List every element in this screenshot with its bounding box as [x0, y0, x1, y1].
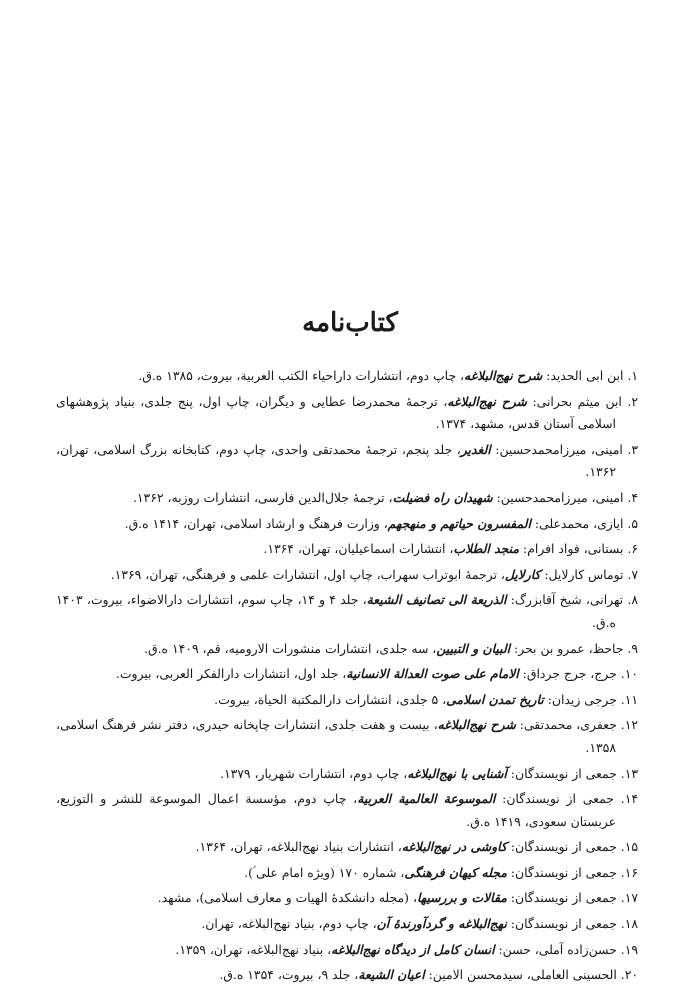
- entry-number: ۷.: [627, 566, 638, 582]
- entry-book-title: المفسرون حیاتهم و منهجهم: [387, 515, 531, 531]
- bibliography-entry: [56, 836, 638, 859]
- entry-book-title: کارلایل: [504, 566, 541, 582]
- entry-author: حسن‌زاده آملی، حسن:: [494, 941, 617, 957]
- entry-author: جمعی از نویسندگان:: [506, 916, 617, 932]
- entry-publication-details: ، وزارت فرهنگ و ارشاد اسلامی، تهران، ۱۴۱۴ ه.ق.: [124, 515, 388, 531]
- entry-publication-details: ، انتشارات بنیاد نهج‌البلاغه، تهران، ۱۳۶۴.: [195, 839, 402, 855]
- entry-book-title: مجله کیهان فرهنگی: [404, 864, 507, 880]
- bibliography-entry: [56, 365, 638, 388]
- entry-author: ابن میثم بحرانی:: [526, 393, 622, 409]
- bibliography-entry: [56, 538, 638, 561]
- entry-author: امینی، میرزامحمدحسین:: [492, 489, 624, 505]
- entry-number: ۲۰.: [620, 967, 638, 983]
- bibliography-entry: [56, 862, 638, 885]
- entry-author: جرجی زیدان:: [543, 691, 617, 707]
- entry-book-title: شرح نهج‌البلاغه: [437, 717, 516, 733]
- entry-number: ۱.: [627, 368, 638, 383]
- entry-number: ۱۰.: [620, 666, 638, 682]
- entry-publication-details: ، (مجله دانشکدهٔ الهیات و معارف اسلامی)، مشهد.: [157, 890, 417, 906]
- bibliography-entry: [56, 763, 638, 786]
- bibliography-entry: [56, 513, 638, 536]
- entry-book-title: شرح نهج‌البلاغه: [447, 393, 527, 409]
- entry-book-title: الامام علی صوت العدالة الانسانیة: [346, 666, 519, 682]
- entry-number: ۲.: [627, 393, 638, 409]
- bibliography-entry: [56, 638, 638, 661]
- entry-publication-details: ، جلد ۴ و ۱۴، چاپ سوم، انتشارات دارالاضواء، بیروت، ۱۴۰۳ ه.ق.: [56, 592, 616, 630]
- entry-book-title: تاریخ تمدن اسلامی: [446, 691, 544, 707]
- bibliography-entry: [56, 391, 638, 436]
- entry-book-title: نهج‌البلاغه و گردآورندهٔ آن: [376, 916, 507, 932]
- entry-author: جمعی از نویسندگان:: [506, 890, 617, 906]
- entry-book-title: الموسوعة العالمیة العربیة: [357, 791, 496, 807]
- entry-author: توماس کارلایل:: [540, 566, 624, 582]
- entry-number: ۳.: [627, 441, 638, 457]
- entry-author: تهرانی، شیخ آقابزرگ:: [506, 592, 624, 608]
- entry-publication-details: ، چاپ دوم، بنیاد نهج‌البلاغه، تهران.: [201, 916, 377, 932]
- entry-author: جمعی از نویسندگان:: [495, 791, 614, 807]
- entry-book-title: الذریعة الی تصانیف الشیعة: [366, 592, 507, 608]
- bibliography-entry: [56, 964, 638, 987]
- entry-book-title: البیان و التبیین: [436, 640, 511, 656]
- entry-number: ۱۴.: [620, 791, 638, 807]
- entry-publication-details: ، ترجمهٔ جلال‌الدین فارسی، انتشارات روزبه، ۱۳۶۲.: [132, 489, 393, 505]
- bibliography-entry: [56, 939, 638, 962]
- entry-publication-details: ، جلد پنجم، ترجمهٔ محمدتقی واحدی، چاپ دوم، کتابخانه بزرگ اسلامی، تهران، ۱۳۶۲.: [56, 441, 616, 480]
- entry-author: ابن ابی الحدید:: [542, 368, 624, 383]
- bibliography-entry: [56, 663, 638, 686]
- entry-publication-details: ، بنیاد نهج‌البلاغه، تهران، ۱۳۵۹.: [175, 941, 332, 957]
- bibliography-entry: [56, 439, 638, 484]
- bibliography-entry: [56, 887, 638, 910]
- entry-publication-details: ، چاپ دوم، مؤسسة اعمال الموسوعة للنشر و التوزیع، عربستان سعودی، ۱۴۱۹ ه.ق.: [56, 791, 616, 829]
- entry-book-title: انسان کامل از دیدگاه نهج‌البلاغه: [331, 941, 495, 957]
- entry-number: ۱۹.: [620, 941, 638, 957]
- entry-publication-details: ، جلد ۹، بیروت، ۱۳۵۴ ه.ق.: [219, 967, 359, 983]
- entry-author: جمعی از نویسندگان:: [506, 765, 617, 781]
- entry-book-title: منجد الطلاب: [453, 541, 520, 557]
- entry-book-title: آشنایی با نهج‌البلاغه: [407, 765, 507, 781]
- entry-number: ۱۲.: [620, 717, 638, 733]
- entry-author: ایازی، محمدعلی:: [530, 515, 624, 531]
- bibliography-entry: [56, 564, 638, 587]
- entry-publication-details: ، ترجمهٔ ابوتراب سهراب، چاپ اول، انتشارات علمی و فرهنگی، تهران، ۱۳۶۹.: [110, 566, 505, 582]
- entry-book-title: اعیان الشیعة: [358, 967, 425, 983]
- entry-number: ۴.: [627, 489, 638, 505]
- entry-author: جرج، جرج جرداق:: [518, 666, 617, 682]
- entry-number: ۱۳.: [620, 765, 638, 781]
- bibliography-entry: [56, 913, 638, 936]
- entry-publication-details: ، ترجمهٔ محمدرضا عطایی و دیگران، چاپ اول، پنج جلدی، بنیاد پژوهشهای اسلامی آستان قدس، مشهد، ۱۳۷۴.: [56, 393, 616, 432]
- entry-number: ۱۶.: [620, 864, 638, 880]
- bibliography-entry: [56, 788, 638, 833]
- entry-number: ۸.: [627, 592, 638, 608]
- entry-number: ۱۱.: [620, 691, 638, 707]
- entry-book-title: مقالات و بررسیها: [416, 890, 507, 906]
- bibliography-entry: [56, 689, 638, 712]
- entry-number: ۱۸.: [620, 916, 638, 932]
- bibliography-entry: [56, 714, 638, 759]
- entry-book-title: کاوشی در نهج‌البلاغه: [401, 839, 507, 855]
- bibliography-list: [56, 365, 638, 990]
- bibliography-entry: [56, 589, 638, 634]
- entry-number: ۶.: [627, 541, 638, 557]
- entry-publication-details: ، چاپ دوم، انتشارات داراحیاء الکتب العربیة، بیروت، ۱۳۸۵ ه.ق.: [138, 368, 465, 383]
- entry-author: الحسینی العاملی، سیدمحسن الامین:: [424, 967, 617, 983]
- entry-author: بستانی، فواد افرام:: [519, 541, 624, 557]
- entry-number: ۱۷.: [620, 890, 638, 906]
- entry-publication-details: ، بیست و هفت جلدی، انتشارات چاپخانه حیدری، دفتر نشر فرهنگ اسلامی، ۱۳۵۸.: [56, 717, 616, 755]
- entry-number: ۵.: [627, 515, 638, 531]
- entry-number: ۱۵.: [620, 839, 638, 855]
- entry-publication-details: ، شماره ۱۷۰ (ویژه امام علی ؑ).: [244, 864, 405, 880]
- entry-number: ۹.: [627, 640, 638, 656]
- entry-author: جاحظ، عمرو بن بحر:: [510, 640, 624, 656]
- entry-book-title: الغدیر: [460, 441, 491, 457]
- entry-publication-details: ، سه جلدی، انتشارات منشورات الارومیه، قم، ۱۴۰۹ ه.ق.: [144, 640, 437, 656]
- entry-publication-details: ، انتشارات اسماعیلیان، تهران، ۱۳۶۴.: [263, 541, 454, 557]
- entry-book-title: شرح نهج‌البلاغه: [464, 368, 543, 383]
- entry-author: جمعی از نویسندگان:: [506, 839, 617, 855]
- entry-publication-details: ، چاپ دوم، انتشارات شهریار، ۱۳۷۹.: [220, 765, 408, 781]
- page-title: کتاب‌نامه: [302, 308, 398, 338]
- entry-publication-details: ، ۵ جلدی، انتشارات دارالمکتبة الحیاة، بیروت.: [214, 691, 447, 707]
- bibliography-entry: [56, 487, 638, 510]
- entry-book-title: شهیدان راه فضیلت: [392, 489, 493, 505]
- entry-publication-details: ، جلد اول، انتشارات دارالفکر العربی، بیروت.: [115, 666, 347, 682]
- entry-author: جمعی از نویسندگان:: [506, 864, 617, 880]
- entry-author: امینی، میرزامحمدحسین:: [490, 441, 623, 457]
- entry-author: جعفری، محمدتقی:: [515, 717, 617, 733]
